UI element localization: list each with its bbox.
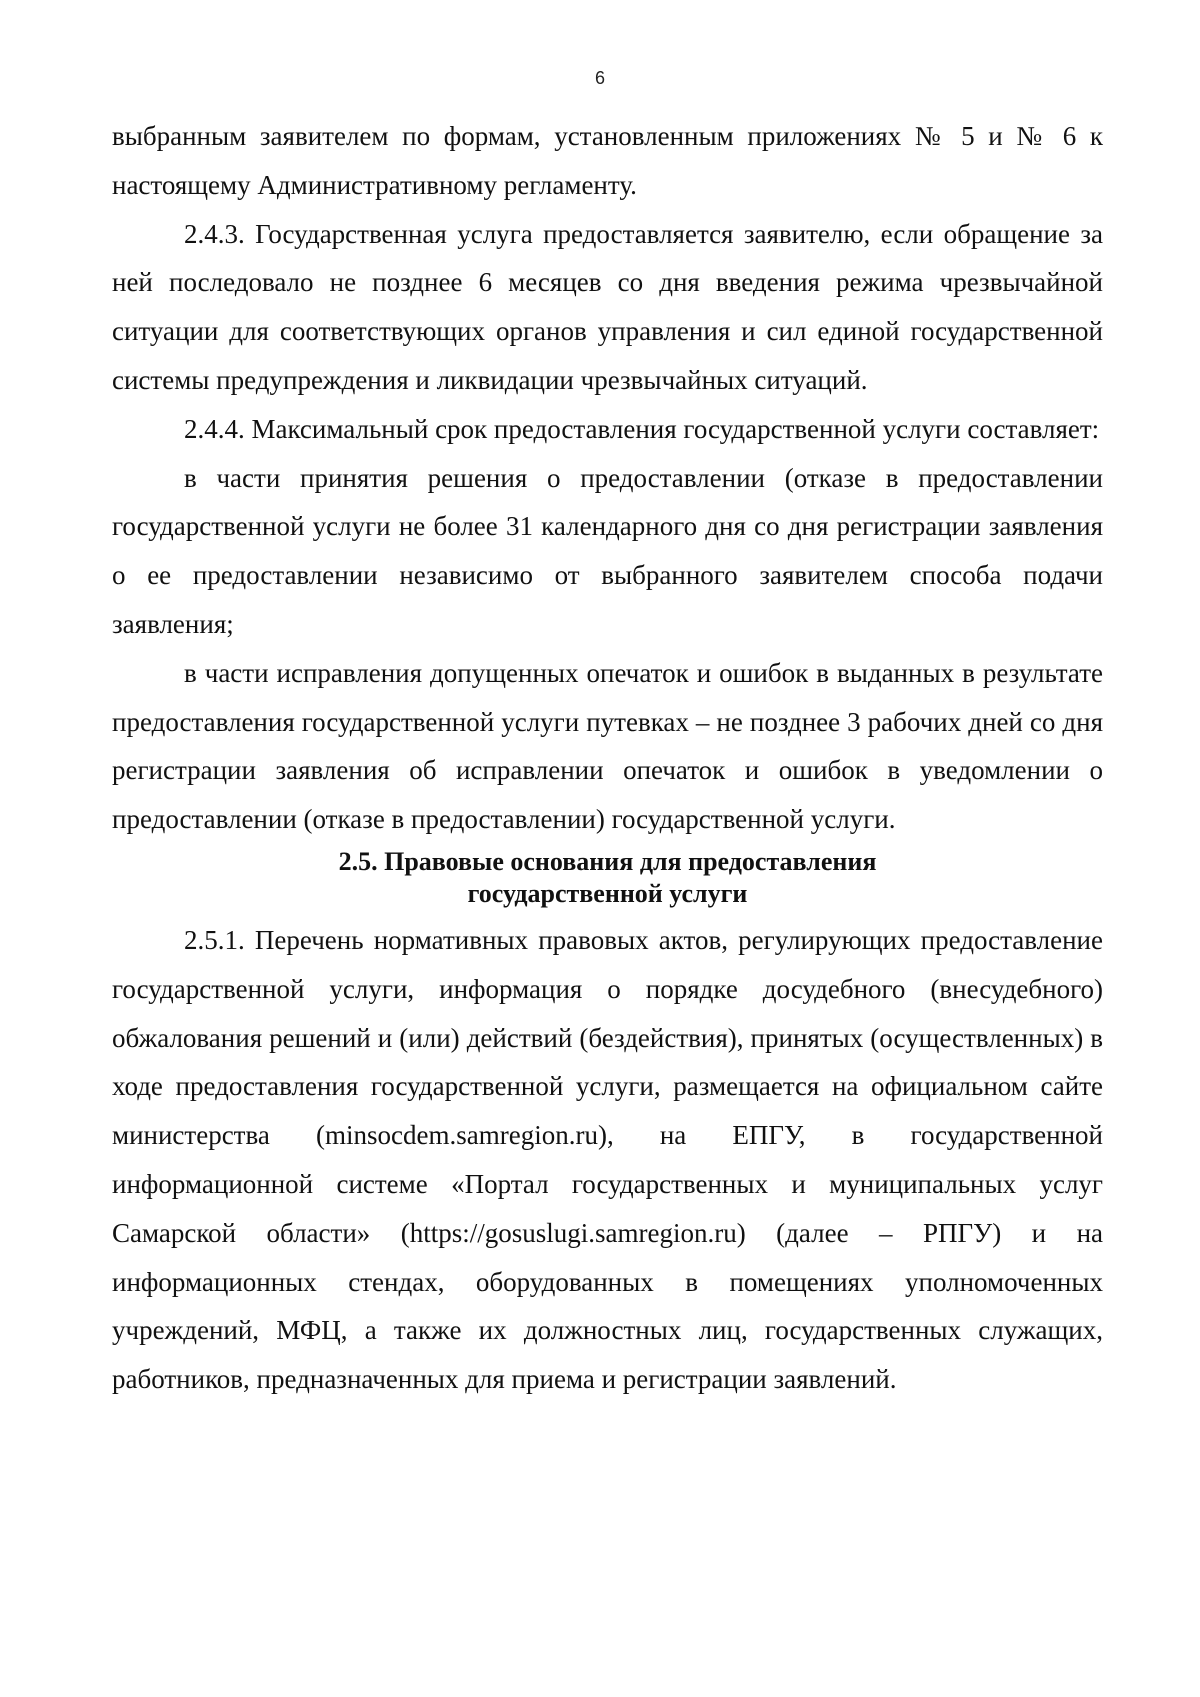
section-heading [112, 846, 1103, 910]
document-body [112, 112, 1103, 1404]
paragraph-2-4-3: 2.4.3. Государственная услуга предоставляется заявителю, если обращение за ней последовало не позднее 6 месяцев со дня введения режима чрезвычайной ситуации для соответствующих органов управления и сил единой государственной системы предупреждения и ликвидации чрезвычайных ситуаций. [112, 218, 1103, 395]
page-number: 6 [594, 68, 605, 88]
section-heading-line-2: государственной услуги [467, 878, 748, 908]
paragraph-continuation: выбранным заявителем по формам, установленным приложениях № 5 и № 6 к настоящему Административному регламенту. [112, 121, 1103, 200]
paragraph-2-5-1: 2.5.1. Перечень нормативных правовых актов, регулирующих предоставление государственной услуги, информация о порядке досудебного (внесудебного) обжалования решений и (или) действий (бездействия), принятых (осуществленных) в ходе предоставления государственной услуги, размещается на официальном сайте министерства (minsocdem.samregion.ru), на ЕПГУ, в государственной информационной системе «Портал государственных и муниципальных услуг Самарской области» (https://gosuslugi.samregion.ru) (далее – РПГУ) и на информационных стендах, оборудованных в помещениях уполномоченных учреждений, МФЦ, а также их должностных лиц, государственных служащих, работников, предназначенных для приема и регистрации заявлений. [112, 924, 1103, 1395]
section-heading-line-1: 2.5. Правовые основания для предоставления [338, 846, 877, 876]
paragraph-correction-term: в части исправления допущенных опечаток и ошибок в выданных в результате предоставления государственной услуги путевках – не позднее 3 рабочих дней со дня регистрации заявления об исправлении опечаток и ошибок в уведомлении о предоставлении (отказе в предоставлении) государственной услуги. [112, 657, 1103, 835]
paragraph-2-4-4: 2.4.4. Максимальный срок предоставления государственной услуги составляет: [184, 413, 1100, 444]
paragraph-decision-term: в части принятия решения о предоставлении (отказе в предоставлении государственной услуги не более 31 календарного дня со дня регистрации заявления о ее предоставлении независимо от выбранного заявителем способа подачи заявления; [112, 462, 1103, 639]
